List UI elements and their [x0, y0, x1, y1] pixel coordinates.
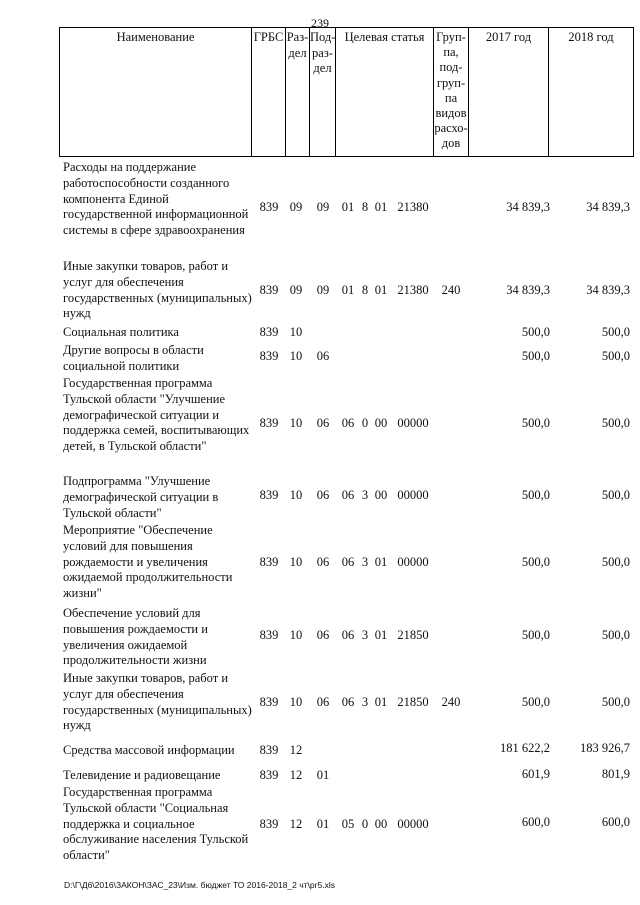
row-target-subprogram: 0	[361, 817, 369, 831]
header-razdel: Раз- дел	[285, 27, 309, 157]
row-target-subprogram: 8	[361, 283, 369, 297]
row-grbs: 839	[259, 555, 279, 569]
row-podrazdel: 06	[316, 416, 330, 430]
row-target-activity: 01	[374, 628, 388, 642]
row-2018: 34 839,3	[586, 283, 630, 297]
table-header	[59, 27, 634, 157]
row-2017: 500,0	[521, 488, 550, 502]
row-razdel: 10	[289, 325, 303, 339]
row-2017: 500,0	[521, 555, 550, 569]
table-row	[0, 474, 640, 522]
row-2018: 500,0	[601, 325, 630, 339]
row-name: Обеспечение условий для повышения рождаемости и увеличения ожидаемой продолжительности жизни	[63, 606, 208, 668]
row-name: Иные закупки товаров, работ и услуг для обеспечения государственных (муниципальных) нужд	[63, 671, 252, 733]
row-target-program: 05	[341, 817, 355, 831]
table-row	[0, 259, 640, 323]
row-name: Телевидение и радиовещание	[63, 768, 221, 782]
row-2017: 500,0	[521, 695, 550, 709]
table-row	[0, 768, 640, 785]
row-target-activity: 01	[374, 695, 388, 709]
row-target-subprogram: 3	[361, 488, 369, 502]
row-target-program: 01	[341, 283, 355, 297]
row-podrazdel: 09	[316, 283, 330, 297]
row-2017: 500,0	[521, 349, 550, 363]
table-row	[0, 743, 640, 760]
row-podrazdel: 06	[316, 555, 330, 569]
row-target-direction: 21380	[397, 200, 429, 214]
row-2018: 500,0	[601, 628, 630, 642]
row-2017: 600,0	[521, 815, 550, 829]
row-grbs: 839	[259, 628, 279, 642]
row-target-activity: 01	[374, 200, 388, 214]
row-target-direction: 00000	[397, 555, 429, 569]
row-2017: 500,0	[521, 416, 550, 430]
row-razdel: 10	[289, 695, 303, 709]
row-target-program: 06	[341, 628, 355, 642]
table-row	[0, 671, 640, 735]
table-row	[0, 376, 640, 472]
row-grbs: 839	[259, 817, 279, 831]
row-target-activity: 01	[374, 555, 388, 569]
row-target-program: 06	[341, 488, 355, 502]
row-name: Другие вопросы в области социальной политики	[63, 343, 204, 373]
row-2018: 500,0	[601, 488, 630, 502]
file-path-footer: D:\Г\Д6\2016\ЗАКОН\ЗАС_23\Изм. бюджет ТО 2016-2018_2 чт\pr5.xls	[64, 880, 335, 890]
row-2018: 500,0	[601, 416, 630, 430]
header-target: Целевая статья	[335, 27, 433, 157]
row-name: Мероприятие "Обеспечение условий для повышения рождаемости и увеличения ожидаемой продолжительности жизни"	[63, 523, 233, 601]
header-podrazdel: Под- раз- дел	[309, 27, 335, 157]
row-target-direction: 21850	[397, 695, 429, 709]
row-name: Государственная программа Тульской области "Социальная поддержка и социальное обслуживание населения Тульской области"	[63, 785, 249, 863]
row-target-direction: 21380	[397, 283, 429, 297]
row-target-subprogram: 3	[361, 555, 369, 569]
row-2018: 34 839,3	[586, 200, 630, 214]
row-name: Расходы на поддержание работоспособности созданного компонента Единой государственной информационной системы в сфере здравоохранения	[63, 160, 249, 238]
row-target-direction: 21850	[397, 628, 429, 642]
table-row	[0, 343, 640, 376]
row-2017: 500,0	[521, 325, 550, 339]
row-2017: 500,0	[521, 628, 550, 642]
row-target-program: 01	[341, 200, 355, 214]
row-2017: 34 839,3	[506, 200, 550, 214]
row-razdel: 09	[289, 200, 303, 214]
row-target-direction: 00000	[397, 416, 429, 430]
header-vid: Груп- па, под- груп- па видов расхо- дов	[433, 27, 468, 157]
row-target-subprogram: 3	[361, 695, 369, 709]
row-name: Государственная программа Тульской области "Улучшение демографической ситуации и поддержка семей, воспитывающих детей, в Тульской области"	[63, 376, 250, 454]
row-vid: 240	[441, 283, 461, 297]
row-grbs: 839	[259, 283, 279, 297]
row-grbs: 839	[259, 695, 279, 709]
row-podrazdel: 06	[316, 488, 330, 502]
row-podrazdel: 06	[316, 349, 330, 363]
header-2017: 2017 год	[468, 27, 548, 157]
row-grbs: 839	[259, 349, 279, 363]
row-podrazdel: 09	[316, 200, 330, 214]
row-target-subprogram: 0	[361, 416, 369, 430]
row-target-activity: 01	[374, 283, 388, 297]
row-target-subprogram: 8	[361, 200, 369, 214]
row-name: Социальная политика	[63, 325, 179, 339]
row-grbs: 839	[259, 768, 279, 782]
row-razdel: 10	[289, 349, 303, 363]
row-razdel: 10	[289, 555, 303, 569]
row-podrazdel: 06	[316, 695, 330, 709]
row-2018: 801,9	[601, 767, 630, 781]
header-grbs: ГРБС	[251, 27, 285, 157]
row-2017: 34 839,3	[506, 283, 550, 297]
page-number: 239	[311, 16, 329, 30]
row-2018: 183 926,7	[580, 741, 630, 755]
row-podrazdel: 06	[316, 628, 330, 642]
row-2017: 181 622,2	[500, 741, 550, 755]
table-row	[0, 606, 640, 670]
row-razdel: 12	[289, 817, 303, 831]
row-name: Средства массовой информации	[63, 743, 235, 757]
row-podrazdel: 01	[316, 817, 330, 831]
row-2017: 601,9	[521, 767, 550, 781]
row-grbs: 839	[259, 200, 279, 214]
row-razdel: 10	[289, 416, 303, 430]
row-target-activity: 00	[374, 416, 388, 430]
row-2018: 500,0	[601, 555, 630, 569]
row-razdel: 12	[289, 743, 303, 757]
row-2018: 600,0	[601, 815, 630, 829]
table-row	[0, 785, 640, 865]
row-razdel: 09	[289, 283, 303, 297]
row-target-direction: 00000	[397, 488, 429, 502]
row-target-program: 06	[341, 555, 355, 569]
row-2018: 500,0	[601, 695, 630, 709]
table-row	[0, 160, 640, 256]
row-target-program: 06	[341, 416, 355, 430]
header-2018: 2018 год	[548, 27, 634, 157]
row-razdel: 12	[289, 768, 303, 782]
header-name: Наименование	[59, 27, 251, 157]
row-podrazdel: 01	[316, 768, 330, 782]
row-target-activity: 00	[374, 488, 388, 502]
row-grbs: 839	[259, 416, 279, 430]
row-target-direction: 00000	[397, 817, 429, 831]
row-razdel: 10	[289, 628, 303, 642]
row-target-activity: 00	[374, 817, 388, 831]
row-grbs: 839	[259, 325, 279, 339]
table-row	[0, 523, 640, 603]
row-grbs: 839	[259, 488, 279, 502]
row-target-program: 06	[341, 695, 355, 709]
row-2018: 500,0	[601, 349, 630, 363]
row-razdel: 10	[289, 488, 303, 502]
row-grbs: 839	[259, 743, 279, 757]
table-row	[0, 325, 640, 342]
row-target-subprogram: 3	[361, 628, 369, 642]
row-name: Иные закупки товаров, работ и услуг для обеспечения государственных (муниципальных) нужд	[63, 259, 252, 321]
row-vid: 240	[441, 695, 461, 709]
row-name: Подпрограмма "Улучшение демографической ситуации в Тульской области"	[63, 474, 219, 520]
